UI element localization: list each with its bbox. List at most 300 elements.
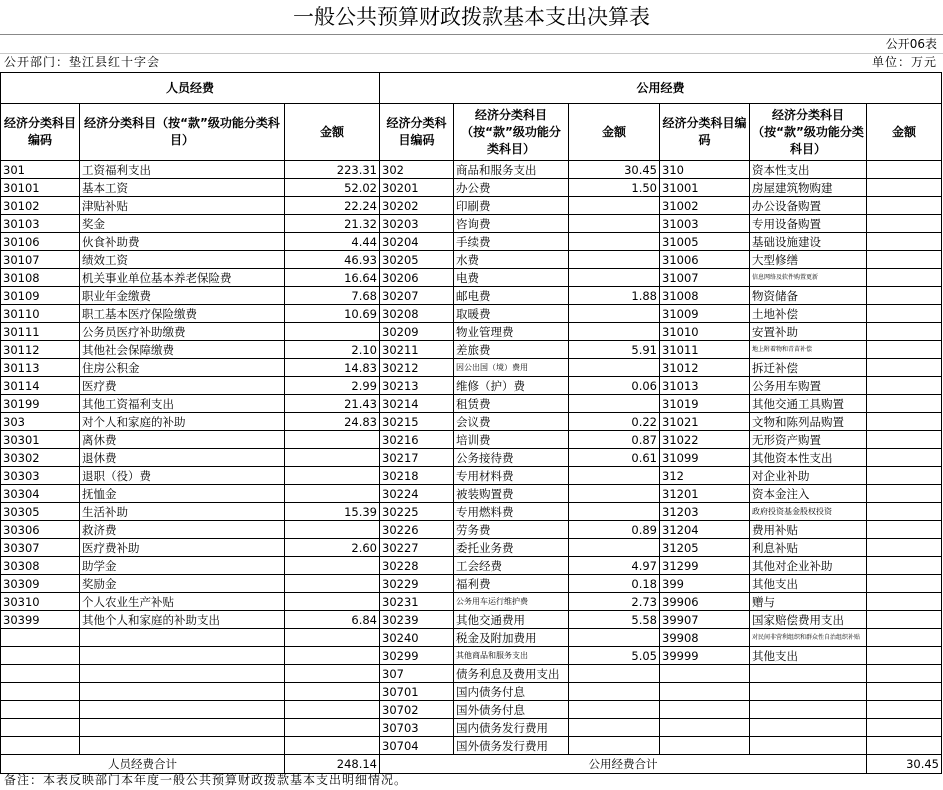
cell-code: 30211: [380, 341, 454, 359]
cell-amount: [285, 737, 380, 755]
expenditure-table: [0, 72, 942, 774]
table-row: [1, 359, 942, 377]
cell-amount: 10.69: [285, 305, 380, 323]
cell-amount: [867, 395, 942, 413]
cell-code: [660, 719, 750, 737]
table-row: [1, 413, 942, 431]
cell-subject: 医疗费: [80, 377, 285, 395]
cell-code: 30701: [380, 683, 454, 701]
cell-subject: [80, 629, 285, 647]
cell-amount: 2.10: [285, 341, 380, 359]
cell-amount: [569, 233, 660, 251]
table-row: [1, 197, 942, 215]
footnote: 备注：本表反映部门本年度一般公共预算财政拨款基本支出明细情况。: [4, 773, 408, 787]
unit-label: 单位：万元: [871, 55, 937, 69]
cell-code: 31099: [660, 449, 750, 467]
cell-subject: 赠与: [750, 593, 867, 611]
cell-code: [1, 719, 80, 737]
cell-code: 30399: [1, 611, 80, 629]
cell-subject: 住房公积金: [80, 359, 285, 377]
cell-subject: [750, 701, 867, 719]
cell-subject: 手续费: [454, 233, 569, 251]
cell-subject: [750, 737, 867, 755]
table-row: [1, 611, 942, 629]
cell-amount: [867, 431, 942, 449]
table-tag: 公开06表: [885, 37, 937, 51]
cell-amount: [867, 701, 942, 719]
cell-subject: 拆迁补偿: [750, 359, 867, 377]
cell-subject: 债务利息及费用支出: [454, 665, 569, 683]
cell-amount: [285, 467, 380, 485]
header-amount: 金额: [569, 104, 660, 161]
cell-code: 31005: [660, 233, 750, 251]
cell-subject: 其他商品和服务支出: [454, 647, 569, 665]
cell-amount: 5.58: [569, 611, 660, 629]
cell-subject: 伙食补助费: [80, 233, 285, 251]
table-row: [1, 215, 942, 233]
cell-amount: [285, 323, 380, 341]
cell-amount: 22.24: [285, 197, 380, 215]
cell-code: [1, 665, 80, 683]
cell-subject: 工会经费: [454, 557, 569, 575]
cell-amount: [867, 413, 942, 431]
cell-code: 31002: [660, 197, 750, 215]
header-subject: 经济分类科目（按“款”级功能分类科目）: [80, 104, 285, 161]
cell-code: 30227: [380, 539, 454, 557]
cell-amount: 5.91: [569, 341, 660, 359]
cell-code: 303: [1, 413, 80, 431]
cell-amount: [285, 683, 380, 701]
cell-amount: [285, 521, 380, 539]
cell-code: 301: [1, 161, 80, 179]
cell-code: 30229: [380, 575, 454, 593]
cell-code: 31010: [660, 323, 750, 341]
table-row: [1, 179, 942, 197]
cell-code: [1, 629, 80, 647]
cell-amount: [867, 665, 942, 683]
cell-subject: 利息补贴: [750, 539, 867, 557]
cell-code: 30224: [380, 485, 454, 503]
cell-subject: 奖金: [80, 215, 285, 233]
cell-subject: 文物和陈列品购置: [750, 413, 867, 431]
cell-subject: 助学金: [80, 557, 285, 575]
cell-subject: 咨询费: [454, 215, 569, 233]
cell-code: 30109: [1, 287, 80, 305]
cell-code: 30106: [1, 233, 80, 251]
cell-subject: 安置补助: [750, 323, 867, 341]
table-row: [1, 521, 942, 539]
cell-subject: 会议费: [454, 413, 569, 431]
table-row: [1, 701, 942, 719]
cell-code: 30102: [1, 197, 80, 215]
cell-code: 39908: [660, 629, 750, 647]
cell-subject: 其他交通费用: [454, 611, 569, 629]
cell-amount: [285, 575, 380, 593]
cell-subject: [750, 683, 867, 701]
cell-code: 31022: [660, 431, 750, 449]
cell-amount: 46.93: [285, 251, 380, 269]
cell-subject: 绩效工资: [80, 251, 285, 269]
cell-subject: 抚恤金: [80, 485, 285, 503]
cell-amount: [285, 647, 380, 665]
table-tag-row: [0, 34, 943, 54]
cell-code: 30225: [380, 503, 454, 521]
cell-amount: [569, 737, 660, 755]
table-row: [1, 629, 942, 647]
cell-code: 31019: [660, 395, 750, 413]
cell-amount: [569, 539, 660, 557]
cell-amount: [867, 377, 942, 395]
cell-code: 30205: [380, 251, 454, 269]
cell-code: 302: [380, 161, 454, 179]
cell-code: 30113: [1, 359, 80, 377]
table-row: [1, 539, 942, 557]
table-row: [1, 269, 942, 287]
cell-amount: [285, 665, 380, 683]
table-row: [1, 323, 942, 341]
column-header-row: [1, 104, 942, 161]
cell-amount: [569, 197, 660, 215]
cell-subject: 机关事业单位基本养老保险费: [80, 269, 285, 287]
header-code: 经济分类科目编码: [660, 104, 750, 161]
public-total-value: 30.45: [867, 755, 942, 774]
cell-code: [660, 683, 750, 701]
cell-amount: [867, 629, 942, 647]
cell-amount: [285, 557, 380, 575]
cell-subject: 其他交通工具购置: [750, 395, 867, 413]
department-row: [0, 53, 943, 71]
cell-code: 30217: [380, 449, 454, 467]
cell-code: 31011: [660, 341, 750, 359]
cell-subject: 费用补贴: [750, 521, 867, 539]
cell-subject: 公务用车运行维护费: [454, 593, 569, 611]
cell-amount: 30.45: [569, 161, 660, 179]
cell-subject: 公务接待费: [454, 449, 569, 467]
cell-subject: 其他对企业补助: [750, 557, 867, 575]
cell-subject: 电费: [454, 269, 569, 287]
cell-amount: [285, 629, 380, 647]
table-row: [1, 377, 942, 395]
cell-amount: [569, 683, 660, 701]
cell-code: [660, 701, 750, 719]
cell-amount: [569, 629, 660, 647]
cell-subject: 福利费: [454, 575, 569, 593]
cell-amount: 0.89: [569, 521, 660, 539]
cell-amount: [285, 719, 380, 737]
table-row: [1, 395, 942, 413]
cell-code: 30209: [380, 323, 454, 341]
cell-subject: 取暖费: [454, 305, 569, 323]
cell-amount: [569, 467, 660, 485]
cell-subject: 国家赔偿费用支出: [750, 611, 867, 629]
cell-amount: [867, 287, 942, 305]
cell-code: 30308: [1, 557, 80, 575]
cell-amount: [867, 557, 942, 575]
cell-code: 30704: [380, 737, 454, 755]
cell-subject: [750, 665, 867, 683]
cell-amount: 4.44: [285, 233, 380, 251]
cell-subject: 委托业务费: [454, 539, 569, 557]
cell-code: 30112: [1, 341, 80, 359]
cell-code: 30302: [1, 449, 80, 467]
personnel-total-value: 248.14: [285, 755, 380, 774]
table-row: [1, 557, 942, 575]
cell-subject: 因公出国（境）费用: [454, 359, 569, 377]
cell-subject: 租赁费: [454, 395, 569, 413]
cell-subject: 职工基本医疗保险缴费: [80, 305, 285, 323]
cell-subject: 国外债务发行费用: [454, 737, 569, 755]
cell-code: 30702: [380, 701, 454, 719]
cell-code: 31201: [660, 485, 750, 503]
cell-code: 30216: [380, 431, 454, 449]
cell-code: 31001: [660, 179, 750, 197]
cell-code: 30201: [380, 179, 454, 197]
cell-subject: 其他社会保障缴费: [80, 341, 285, 359]
cell-code: 30203: [380, 215, 454, 233]
cell-amount: 24.83: [285, 413, 380, 431]
table-row: [1, 431, 942, 449]
cell-subject: 工资福利支出: [80, 161, 285, 179]
cell-code: 30703: [380, 719, 454, 737]
cell-amount: [867, 647, 942, 665]
cell-subject: 职业年金缴费: [80, 287, 285, 305]
cell-code: 31012: [660, 359, 750, 377]
cell-amount: [867, 539, 942, 557]
cell-code: 30305: [1, 503, 80, 521]
cell-subject: 其他个人和家庭的补助支出: [80, 611, 285, 629]
cell-amount: [569, 719, 660, 737]
cell-amount: [285, 485, 380, 503]
cell-code: 31008: [660, 287, 750, 305]
cell-code: 30301: [1, 431, 80, 449]
cell-subject: 对个人和家庭的补助: [80, 413, 285, 431]
cell-amount: [867, 593, 942, 611]
cell-amount: 16.64: [285, 269, 380, 287]
table-row: [1, 485, 942, 503]
personnel-total-label: 人员经费合计: [1, 755, 285, 774]
cell-amount: 0.87: [569, 431, 660, 449]
cell-subject: 大型修缮: [750, 251, 867, 269]
cell-code: 30306: [1, 521, 80, 539]
cell-amount: [867, 215, 942, 233]
cell-code: [660, 665, 750, 683]
public-total-label: 公用经费合计: [380, 755, 867, 774]
cell-code: 31021: [660, 413, 750, 431]
cell-code: 30214: [380, 395, 454, 413]
cell-subject: 政府投资基金股权投资: [750, 503, 867, 521]
cell-subject: 其他支出: [750, 647, 867, 665]
cell-code: 30110: [1, 305, 80, 323]
cell-code: 312: [660, 467, 750, 485]
cell-subject: 无形资产购置: [750, 431, 867, 449]
cell-code: 30228: [380, 557, 454, 575]
cell-code: 30204: [380, 233, 454, 251]
table-row: [1, 161, 942, 179]
header-amount: 金额: [285, 104, 380, 161]
cell-code: 31006: [660, 251, 750, 269]
cell-amount: [569, 701, 660, 719]
cell-code: 31009: [660, 305, 750, 323]
cell-code: 30212: [380, 359, 454, 377]
cell-subject: 基本工资: [80, 179, 285, 197]
cell-code: 30111: [1, 323, 80, 341]
cell-code: 30101: [1, 179, 80, 197]
cell-amount: [569, 323, 660, 341]
cell-subject: 个人农业生产补贴: [80, 593, 285, 611]
cell-code: 30107: [1, 251, 80, 269]
cell-amount: [569, 305, 660, 323]
cell-amount: [867, 575, 942, 593]
cell-code: 30299: [380, 647, 454, 665]
cell-amount: [285, 431, 380, 449]
cell-amount: [867, 449, 942, 467]
cell-subject: 其他工资福利支出: [80, 395, 285, 413]
cell-amount: [867, 323, 942, 341]
cell-amount: [285, 701, 380, 719]
header-code: 经济分类科目编码: [1, 104, 80, 161]
cell-code: 30199: [1, 395, 80, 413]
cell-subject: 退休费: [80, 449, 285, 467]
cell-subject: 信息网络及软件购置更新: [750, 269, 867, 287]
cell-code: 30114: [1, 377, 80, 395]
cell-code: 39907: [660, 611, 750, 629]
section-public: 公用经费: [380, 73, 942, 104]
cell-code: 39906: [660, 593, 750, 611]
header-code: 经济分类科目编码: [380, 104, 454, 161]
cell-amount: 14.83: [285, 359, 380, 377]
cell-amount: 0.06: [569, 377, 660, 395]
cell-amount: 5.05: [569, 647, 660, 665]
cell-subject: 商品和服务支出: [454, 161, 569, 179]
cell-code: 31203: [660, 503, 750, 521]
cell-amount: [569, 485, 660, 503]
cell-code: 30103: [1, 215, 80, 233]
cell-subject: [80, 683, 285, 701]
cell-code: 30218: [380, 467, 454, 485]
cell-amount: [867, 233, 942, 251]
cell-subject: [80, 647, 285, 665]
cell-amount: [569, 251, 660, 269]
table-row: [1, 467, 942, 485]
cell-code: 30207: [380, 287, 454, 305]
table-row: [1, 683, 942, 701]
cell-amount: [285, 449, 380, 467]
cell-amount: [867, 521, 942, 539]
cell-subject: 差旅费: [454, 341, 569, 359]
cell-subject: 土地补偿: [750, 305, 867, 323]
cell-subject: 办公费: [454, 179, 569, 197]
cell-amount: [569, 665, 660, 683]
cell-subject: 对民间非营利组织和群众性自治组织补贴: [750, 629, 867, 647]
cell-subject: 国外债务付息: [454, 701, 569, 719]
cell-amount: [867, 251, 942, 269]
cell-amount: 1.50: [569, 179, 660, 197]
cell-subject: 专用材料费: [454, 467, 569, 485]
cell-code: 30307: [1, 539, 80, 557]
table-row: [1, 287, 942, 305]
cell-code: 399: [660, 575, 750, 593]
table-row: [1, 341, 942, 359]
cell-subject: 公务用车购置: [750, 377, 867, 395]
cell-amount: 21.43: [285, 395, 380, 413]
table-row: [1, 593, 942, 611]
cell-subject: 对企业补助: [750, 467, 867, 485]
cell-code: 30108: [1, 269, 80, 287]
cell-subject: 国内债务付息: [454, 683, 569, 701]
cell-amount: [867, 683, 942, 701]
table-row: [1, 251, 942, 269]
cell-subject: [80, 719, 285, 737]
cell-code: 30310: [1, 593, 80, 611]
cell-subject: 专用设备购置: [750, 215, 867, 233]
cell-code: 30213: [380, 377, 454, 395]
cell-amount: [867, 503, 942, 521]
section-personnel: 人员经费: [1, 73, 380, 104]
header-amount: 金额: [867, 104, 942, 161]
cell-amount: [867, 719, 942, 737]
cell-amount: 4.97: [569, 557, 660, 575]
header-subject: 经济分类科目（按“款”级功能分类科目）: [454, 104, 569, 161]
table-row: [1, 647, 942, 665]
cell-amount: [867, 359, 942, 377]
cell-amount: 52.02: [285, 179, 380, 197]
cell-amount: [867, 467, 942, 485]
cell-subject: 维修（护）费: [454, 377, 569, 395]
cell-amount: 6.84: [285, 611, 380, 629]
cell-subject: 房屋建筑物购建: [750, 179, 867, 197]
cell-amount: [867, 611, 942, 629]
cell-amount: 223.31: [285, 161, 380, 179]
table-row: [1, 233, 942, 251]
cell-amount: 21.32: [285, 215, 380, 233]
cell-amount: 7.68: [285, 287, 380, 305]
cell-subject: 公务员医疗补助缴费: [80, 323, 285, 341]
cell-subject: [80, 665, 285, 683]
cell-amount: [569, 503, 660, 521]
cell-amount: [867, 737, 942, 755]
cell-subject: 物资储备: [750, 287, 867, 305]
cell-subject: 劳务费: [454, 521, 569, 539]
cell-subject: 邮电费: [454, 287, 569, 305]
cell-subject: [80, 737, 285, 755]
cell-code: 30303: [1, 467, 80, 485]
cell-amount: 2.73: [569, 593, 660, 611]
cell-code: 30208: [380, 305, 454, 323]
cell-subject: 救济费: [80, 521, 285, 539]
cell-subject: 奖励金: [80, 575, 285, 593]
report-title: 一般公共预算财政拨款基本支出决算表: [293, 5, 650, 29]
cell-code: 30202: [380, 197, 454, 215]
cell-amount: [569, 269, 660, 287]
cell-amount: 1.88: [569, 287, 660, 305]
cell-amount: [867, 179, 942, 197]
cell-code: 310: [660, 161, 750, 179]
table-row: [1, 449, 942, 467]
cell-subject: 退职（役）费: [80, 467, 285, 485]
cell-subject: 办公设备购置: [750, 197, 867, 215]
cell-amount: 2.60: [285, 539, 380, 557]
cell-subject: 国内债务发行费用: [454, 719, 569, 737]
cell-code: [1, 683, 80, 701]
cell-code: [660, 737, 750, 755]
cell-code: [1, 701, 80, 719]
cell-subject: [80, 701, 285, 719]
cell-code: 30215: [380, 413, 454, 431]
cell-subject: 印刷费: [454, 197, 569, 215]
cell-code: 31205: [660, 539, 750, 557]
cell-subject: 水费: [454, 251, 569, 269]
table-row: [1, 575, 942, 593]
